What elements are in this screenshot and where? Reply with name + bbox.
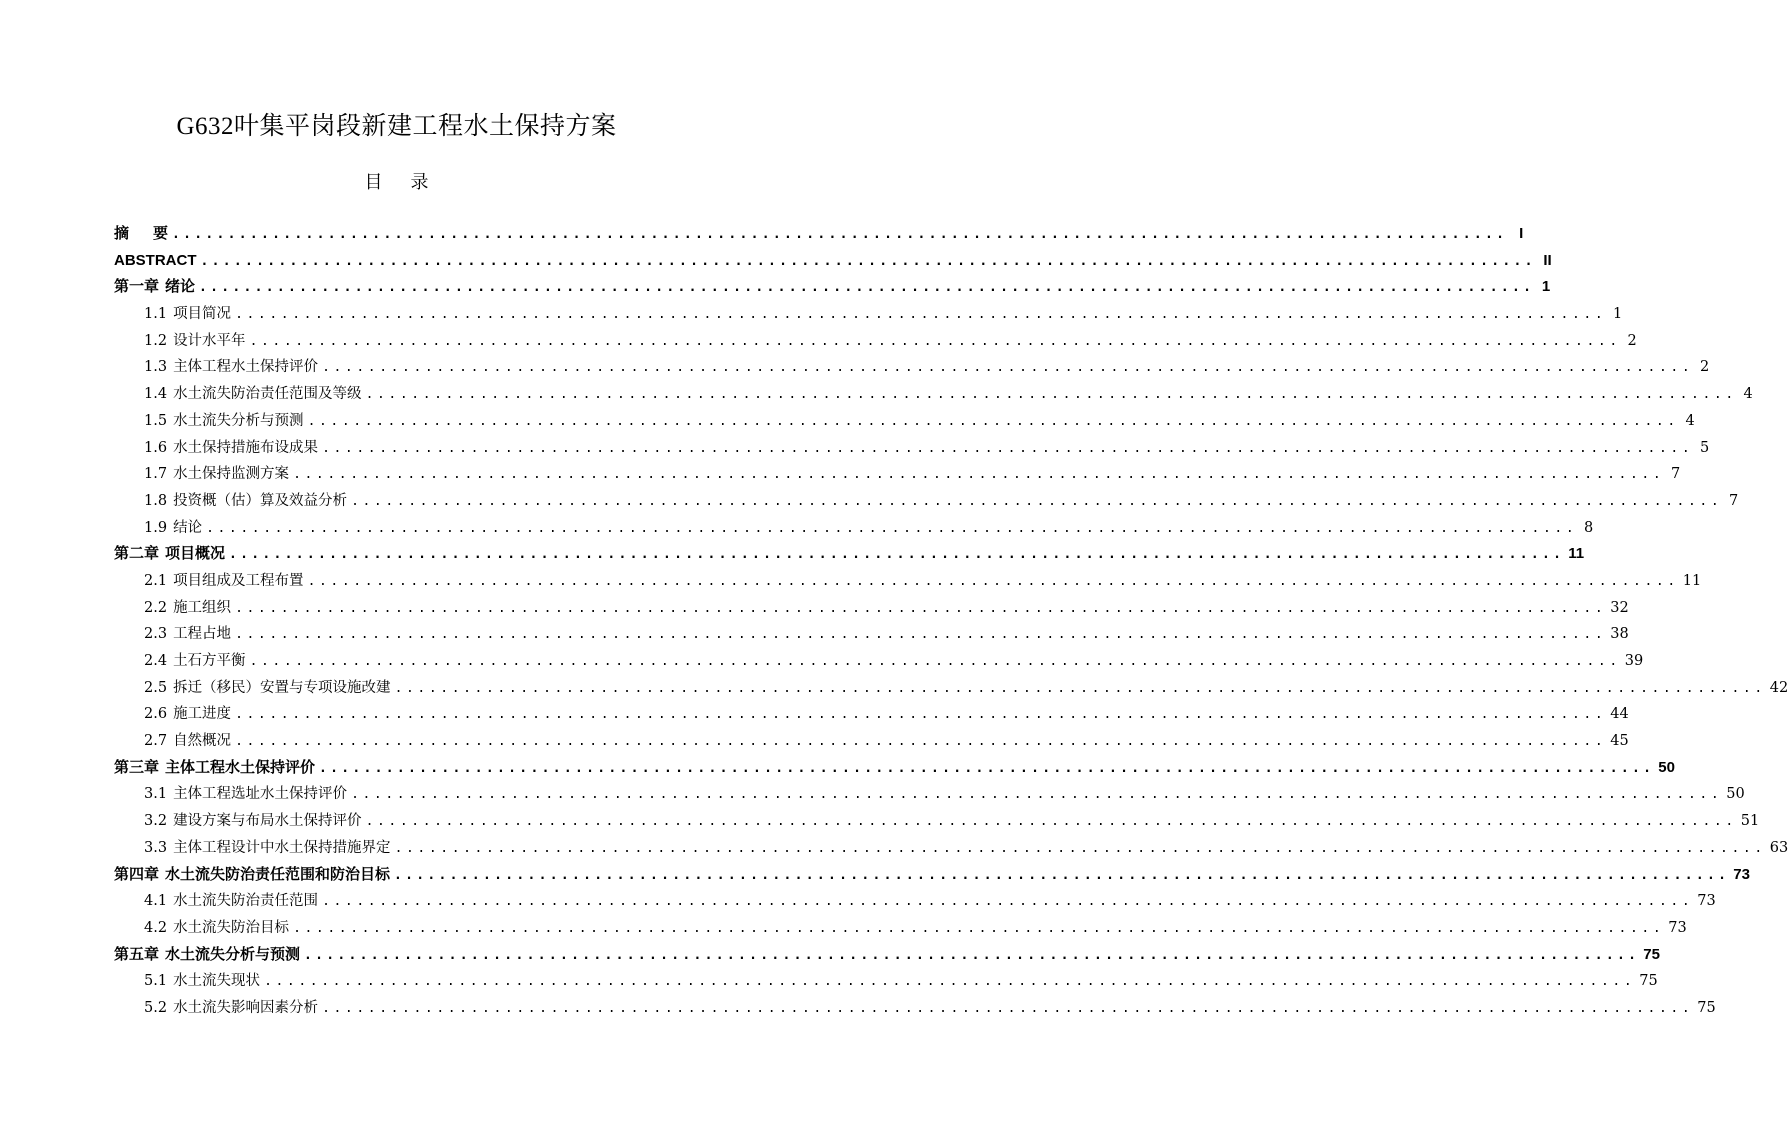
toc-entry-title: 要 <box>153 225 169 242</box>
toc-dot-leader: ........................................................................................................................ <box>304 947 1640 963</box>
toc-dot-leader: ........................................................................................................................ <box>394 867 1730 883</box>
toc-chapter-entry[interactable] <box>114 248 1552 275</box>
toc-entry-label <box>144 701 231 728</box>
toc-entry-label <box>114 274 195 301</box>
toc-entry-label <box>144 621 231 648</box>
toc-section-entry[interactable] <box>114 648 1644 675</box>
toc-page-number: 1 <box>1613 306 1623 323</box>
toc-entry-title: 项目组成及工程布置 <box>173 572 304 589</box>
toc-page-number: 7 <box>1671 466 1681 483</box>
toc-entry-number: 第一章 <box>114 278 160 296</box>
toc-dot-leader: ........................................................................................................................ <box>235 734 1607 750</box>
toc-entry-number: 1.7 <box>144 466 168 483</box>
toc-dot-leader: ........................................................................................................................ <box>319 760 1655 776</box>
toc-dot-leader: ........................................................................................................................ <box>293 920 1665 936</box>
toc-entry-number: 5.2 <box>144 999 168 1016</box>
toc-page-number: 73 <box>1697 893 1716 910</box>
toc-dot-leader: ........................................................................................................................ <box>235 707 1607 723</box>
toc-entry-number: 摘 <box>114 225 130 242</box>
toc-dot-leader: ........................................................................................................................ <box>322 360 1694 376</box>
toc-page-number: 39 <box>1624 653 1644 669</box>
toc-section-entry[interactable] <box>114 835 1788 862</box>
toc-section-entry[interactable] <box>114 781 1745 808</box>
toc-entry-label <box>114 862 390 889</box>
toc-dot-leader: ........................................................................................................................ <box>206 520 1578 536</box>
toc-dot-leader: ........................................................................................................................ <box>322 440 1694 456</box>
toc-page-number: 2 <box>1700 359 1710 376</box>
toc-chapter-entry[interactable] <box>114 755 1675 782</box>
toc-entry-number: 2.4 <box>144 653 168 669</box>
toc-entry-label <box>114 248 197 275</box>
toc-entry-label <box>144 408 304 435</box>
toc-dot-leader: ........................................................................................................................ <box>172 227 1508 242</box>
toc-page-number: II <box>1543 251 1552 269</box>
toc-dot-leader: ........................................................................................................................ <box>199 280 1535 296</box>
toc-entry-label <box>144 915 289 942</box>
toc-dot-leader: ........................................................................................................................ <box>264 974 1636 990</box>
toc-entry-label <box>144 675 391 702</box>
toc-dot-leader: ........................................................................................................................ <box>322 1000 1694 1016</box>
toc-dot-leader: ........................................................................................................................ <box>394 680 1766 696</box>
toc-entry-label <box>114 755 315 782</box>
toc-section-entry[interactable] <box>114 621 1629 648</box>
toc-dot-leader: ........................................................................................................................ <box>229 547 1565 563</box>
toc-entry-title: 工程占地 <box>173 626 232 643</box>
toc-dot-leader: ........................................................................................................................ <box>351 787 1723 803</box>
toc-page-number: 50 <box>1658 758 1675 776</box>
toc-entry-title: 土石方平衡 <box>173 653 246 669</box>
toc-entry-number: 1.1 <box>144 306 168 323</box>
toc-page-number: 4 <box>1743 386 1753 403</box>
toc-entry-title: 项目概况 <box>165 545 226 563</box>
toc-heading-char: 目 <box>364 172 383 193</box>
toc-section-entry[interactable] <box>114 301 1623 328</box>
toc-section-entry[interactable] <box>114 354 1710 381</box>
toc-section-entry[interactable] <box>114 435 1710 462</box>
toc-entry-label <box>144 488 347 515</box>
toc-page-number: 11 <box>1568 545 1585 563</box>
toc-dot-leader: ........................................................................................................................ <box>235 627 1607 643</box>
toc-entry-title: 水土流失防治责任范围 <box>173 893 319 910</box>
toc-page-number: 11 <box>1682 572 1702 589</box>
toc-page-number: I <box>1519 225 1524 242</box>
toc-heading-char: 录 <box>410 172 429 193</box>
toc-entry-title: 项目简况 <box>173 306 232 323</box>
toc-page-number: 8 <box>1584 519 1594 536</box>
toc-entry-number: 5.1 <box>144 973 168 990</box>
toc-entry-number: 3.3 <box>144 839 168 856</box>
toc-entry-number: 1.8 <box>144 492 168 509</box>
toc-entry-number: 2.2 <box>144 599 168 616</box>
toc-section-entry[interactable] <box>114 515 1594 542</box>
toc-entry-title: 主体工程设计中水土保持措施界定 <box>173 839 391 856</box>
toc-entry-number: 第五章 <box>114 945 160 963</box>
toc-entry-title: 水土流失分析与预测 <box>173 412 304 429</box>
toc-section-entry[interactable] <box>114 808 1760 835</box>
toc-entry-title: 主体工程水土保持评价 <box>165 758 316 776</box>
toc-entry-title: 投资概（估）算及效益分析 <box>173 492 348 509</box>
toc-section-entry[interactable] <box>114 701 1629 728</box>
toc-page-number: 38 <box>1610 626 1629 643</box>
toc-entry-number: 1.3 <box>144 359 168 376</box>
toc-entry-title: 结论 <box>173 519 203 536</box>
toc-page-number: 63 <box>1769 839 1788 856</box>
toc-entry-number: 1.4 <box>144 386 168 403</box>
toc-dot-leader: ........................................................................................................................ <box>235 600 1607 616</box>
toc-chapter-entry[interactable] <box>114 862 1750 889</box>
toc-page-number: 1 <box>1541 278 1551 296</box>
toc-dot-leader: ........................................................................................................................ <box>351 493 1723 509</box>
toc-dot-leader: ........................................................................................................................ <box>235 307 1607 323</box>
toc-page-number: 45 <box>1610 733 1629 750</box>
toc-entry-number: 4.2 <box>144 919 168 936</box>
toc-entry-number: 2.3 <box>144 626 168 643</box>
toc-entry-title: 水土流失防治责任范围和防治目标 <box>165 865 391 883</box>
toc-entry-title: ABSTRACT <box>114 251 197 269</box>
toc-entry-label <box>144 835 391 862</box>
toc-page-number: 7 <box>1729 492 1739 509</box>
toc-dot-leader: ........................................................................................................................ <box>394 840 1766 856</box>
toc-entry-title: 水土保持监测方案 <box>173 466 290 483</box>
toc-entry-number: 1.9 <box>144 519 168 536</box>
toc-entry-title: 建设方案与布局水土保持评价 <box>173 813 362 830</box>
toc-entry-label <box>144 968 260 995</box>
toc-chapter-entry[interactable] <box>114 942 1660 969</box>
toc-entry-label <box>144 461 289 488</box>
toc-page-number: 51 <box>1740 813 1760 830</box>
toc-dot-leader: ........................................................................................................................ <box>293 467 1665 483</box>
toc-chapter-entry[interactable] <box>114 221 1524 248</box>
toc-entry-label <box>144 328 246 355</box>
toc-section-entry[interactable] <box>114 568 1702 595</box>
toc-entry-label <box>144 354 318 381</box>
toc-page-number: 2 <box>1627 332 1637 349</box>
toc-entry-number: 2.7 <box>144 733 168 750</box>
toc-entry-label <box>144 515 202 542</box>
toc-section-entry[interactable] <box>114 728 1629 755</box>
toc-dot-leader: ........................................................................................................................ <box>249 654 1621 669</box>
toc-entry-number: 第二章 <box>114 545 160 563</box>
toc-page-number: 42 <box>1769 679 1788 696</box>
toc-entry-title: 水土流失防治目标 <box>173 919 290 936</box>
toc-section-entry[interactable] <box>114 968 1658 995</box>
toc-entry-label <box>114 942 300 969</box>
toc-page-number: 32 <box>1610 599 1629 616</box>
toc-page-number: 44 <box>1610 706 1629 723</box>
toc-entry-number: 3.1 <box>144 786 168 803</box>
toc-dot-leader: ........................................................................................................................ <box>365 387 1737 403</box>
toc-entry-label <box>144 808 362 835</box>
toc-entry-label <box>144 301 231 328</box>
toc-section-entry[interactable] <box>114 995 1716 1022</box>
toc-entry-title: 拆迁（移民）安置与专项设施改建 <box>173 679 391 696</box>
toc-dot-leader: ........................................................................................................................ <box>307 573 1679 589</box>
toc-entry-title: 水土流失现状 <box>173 973 261 990</box>
toc-entry-label <box>144 381 362 408</box>
toc-section-entry[interactable] <box>114 675 1788 702</box>
toc-page-number: 75 <box>1643 945 1660 963</box>
toc-entry-number: 3.2 <box>144 813 168 830</box>
toc-chapter-entry[interactable] <box>114 541 1585 568</box>
toc-page-number: 75 <box>1639 973 1658 990</box>
toc-entry-label <box>144 781 347 808</box>
toc-entry-title: 施工进度 <box>173 706 232 723</box>
toc-entry-label <box>144 568 304 595</box>
toc-page-number: 50 <box>1726 786 1745 803</box>
toc-entry-number: 4.1 <box>144 893 168 910</box>
toc-entry-title: 施工组织 <box>173 599 232 616</box>
toc-entry-label <box>144 888 318 915</box>
toc-entry-label <box>144 648 246 675</box>
toc-dot-leader: ........................................................................................................................ <box>365 814 1737 830</box>
toc-entry-number: 2.6 <box>144 706 168 723</box>
toc-section-entry[interactable] <box>114 595 1629 622</box>
toc-page-number: 4 <box>1685 412 1695 429</box>
toc-entry-title: 水土流失分析与预测 <box>165 945 301 963</box>
toc-entry-label <box>114 221 168 248</box>
toc-section-entry[interactable] <box>114 408 1695 435</box>
toc-section-entry[interactable] <box>114 915 1687 942</box>
toc-entry-number: 1.6 <box>144 439 168 456</box>
toc-heading <box>0 172 793 194</box>
table-of-contents <box>114 221 1788 1022</box>
toc-entry-label <box>144 435 318 462</box>
toc-entry-title: 水土保持措施布设成果 <box>173 439 319 456</box>
toc-entry-number: 2.1 <box>144 572 168 589</box>
toc-section-entry[interactable] <box>114 488 1739 515</box>
toc-section-entry[interactable] <box>114 381 1753 408</box>
toc-section-entry[interactable] <box>114 461 1681 488</box>
toc-entry-number: 第四章 <box>114 865 160 883</box>
document-title: G632叶集平岗段新建工程水土保持方案 <box>176 113 617 140</box>
toc-chapter-entry[interactable] <box>114 274 1551 301</box>
toc-section-entry[interactable] <box>114 328 1637 355</box>
toc-page-number: 75 <box>1697 999 1716 1016</box>
toc-page-number: 73 <box>1668 919 1687 936</box>
toc-entry-number: 2.5 <box>144 679 168 696</box>
toc-entry-number: 1.2 <box>144 332 168 349</box>
toc-entry-number: 1.5 <box>144 412 168 429</box>
toc-entry-title: 主体工程选址水土保持评价 <box>173 786 348 803</box>
toc-entry-title: 水土流失影响因素分析 <box>173 999 319 1016</box>
toc-entry-number: 第三章 <box>114 758 160 776</box>
toc-section-entry[interactable] <box>114 888 1716 915</box>
toc-entry-label <box>144 728 231 755</box>
toc-dot-leader: ........................................................................................................................ <box>322 894 1694 910</box>
toc-dot-leader: ........................................................................................................................ <box>307 413 1679 429</box>
toc-entry-title: 主体工程水土保持评价 <box>173 359 319 376</box>
toc-entry-label <box>144 595 231 622</box>
toc-entry-label <box>144 995 318 1022</box>
toc-entry-title: 水土流失防治责任范围及等级 <box>173 386 362 403</box>
toc-dot-leader: ........................................................................................................................ <box>200 253 1536 269</box>
toc-page-number: 73 <box>1733 865 1750 883</box>
toc-entry-label <box>114 541 225 568</box>
toc-entry-title: 绪论 <box>165 278 196 296</box>
toc-dot-leader: ........................................................................................................................ <box>249 333 1621 349</box>
toc-entry-title: 自然概况 <box>173 733 232 750</box>
toc-page-number: 5 <box>1700 439 1710 456</box>
toc-entry-title: 设计水平年 <box>173 332 246 349</box>
